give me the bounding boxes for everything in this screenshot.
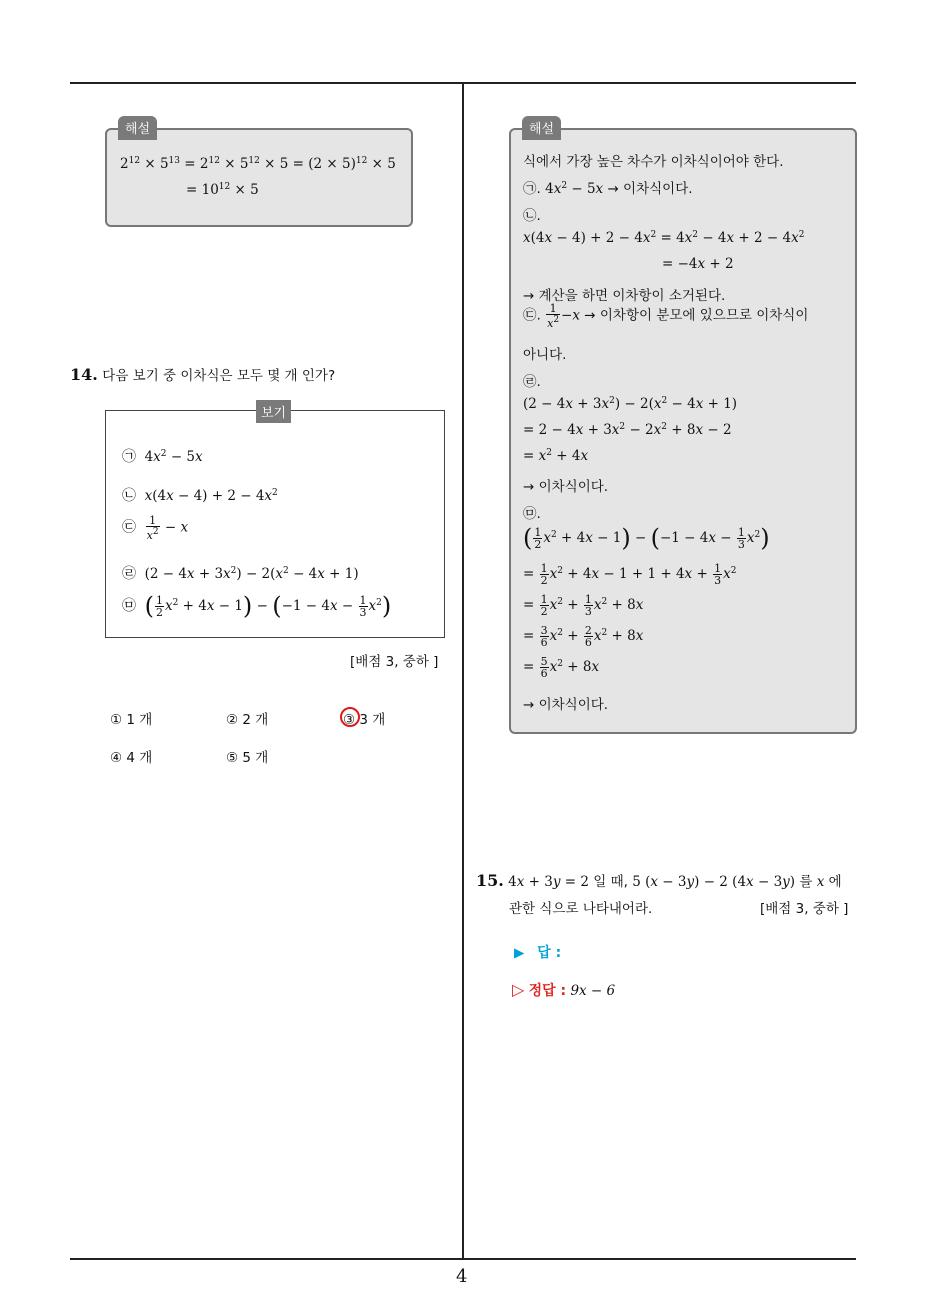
question-14 (70, 364, 335, 384)
sol14-b-result: → 계산을 하면 이차항이 소거된다. (523, 288, 726, 304)
answer-line (514, 942, 561, 962)
sol14-e-label: ㉤. (523, 506, 541, 522)
question-15-text-2: 관한 식으로 나타내어라. (509, 901, 653, 917)
selected-answer-mark (340, 707, 360, 727)
sol14-d-result: → 이차식이다. (523, 479, 609, 495)
sol14-c: ㉢. $\frac{1}{x^2}$ −x → 이차항이 분모에 있으므로 이차식이 (523, 302, 809, 330)
sol14-d-line-2: = $2 - 4x + 3x^2 - 2x^2 + 8x - 2$ (523, 422, 732, 438)
solution-tag: 해설 (118, 116, 157, 140)
question-number: 14. (70, 365, 98, 384)
correct-value: 9x − 6 (570, 983, 616, 999)
answer-label: 답 : (537, 945, 562, 961)
solution-13-line-2: = $10^{12} \times 5$ (186, 182, 259, 198)
outline-play-icon: ▷ (512, 980, 525, 999)
bogi-item-5: ㉤ ( $\frac{1}{2}$ $x^2 + 4x - 1) - (-1 - 4x$ − $\frac{1}{3}$ $x^2$) (122, 592, 392, 620)
sol14-e-line-3: = $\frac{1}{2}$ $x^2$ + $\frac{1}{3}$ $x^2 + 8x$ (523, 593, 644, 618)
choice-3[interactable]: ③ 3 개 (343, 712, 386, 728)
sol14-b-line-2: = −4x + 2 (662, 256, 734, 272)
sol14-d-line-3: = $x^2 + 4x$ (523, 448, 589, 464)
bogi-item-2: ㉡ $x(4x - 4) + 2 - 4x^2$ (122, 488, 278, 504)
play-icon: ▶ (514, 945, 525, 961)
sol14-b-label: ㉡. (523, 208, 541, 224)
choice-5[interactable]: ⑤ 5 개 (226, 750, 269, 766)
question-15: 15. 4x + 3y = 2 일 때, 5 (x − 3y) − 2 (4x − 3y) 를 x 에 (476, 871, 842, 890)
sol14-a: ㉠. $4x^2 - 5x$ → 이차식이다. (523, 181, 693, 197)
choice-4[interactable]: ④ 4 개 (110, 750, 153, 766)
choice-1[interactable]: ① 1 개 (110, 712, 153, 728)
question-number: 15. (476, 871, 504, 890)
score-14: [배점 3, 중하 ] (350, 654, 439, 670)
correct-answer-line (512, 980, 615, 1000)
sol14-b-line-1: $x(4x - 4) + 2 - 4x^2 = 4x^2 - 4x + 2 - 4x^2$ (523, 230, 805, 246)
bogi-item-3: ㉢ $\frac{1}{x^2}$ − x (122, 514, 189, 542)
solution-13-line-1: $2^{12} \times 5^{13} = 2^{12} \times 5^{12} \times 5 = (2 \times 5)^{12} \times 5$ (120, 156, 396, 172)
choice-2[interactable]: ② 2 개 (226, 712, 269, 728)
page-number: 4 (456, 1266, 468, 1287)
bogi-item-1: ㉠ $4x^2 - 5x$ (122, 449, 203, 465)
score-15: [배점 3, 중하 ] (760, 901, 849, 917)
solution-box-13 (105, 128, 413, 227)
solution-tag: 해설 (522, 116, 561, 140)
question-text: 다음 보기 중 이차식은 모두 몇 개 인가? (102, 368, 336, 384)
bottom-rule (70, 1258, 856, 1260)
sol14-e-line-5: = $\frac{5}{6}$ $x^2 + 8x$ (523, 655, 600, 680)
bogi-tag: 보기 (256, 400, 291, 423)
sol14-e-line-2: = $\frac{1}{2}$ $x^2 + 4x - 1 + 1 + 4x$ + $\frac{1}{3}$ $x^2$ (523, 562, 737, 587)
bogi-item-4: ㉣ $(2 - 4x + 3x^2) - 2(x^2 - 4x + 1)$ (122, 566, 359, 582)
sol14-e-line-1: ( $\frac{1}{2}$ $x^2 + 4x - 1) - (-1 - 4x$ − $\frac{1}{3}$ $x^2$) (523, 524, 770, 552)
sol14-d-line-1: $(2 - 4x + 3x^2) - 2(x^2 - 4x + 1)$ (523, 396, 738, 412)
sol14-intro: 식에서 가장 높은 차수가 이차식이어야 한다. (523, 154, 784, 170)
sol14-c-result-2: 아니다. (523, 347, 567, 363)
sol14-e-result: → 이차식이다. (523, 697, 609, 713)
sol14-e-line-4: = $\frac{3}{6}$ $x^2$ + $\frac{2}{6}$ $x^2 + 8x$ (523, 624, 644, 649)
correct-label: 정답 : (528, 983, 567, 999)
column-divider (462, 84, 464, 1259)
sol14-d-label: ㉣. (523, 374, 541, 390)
